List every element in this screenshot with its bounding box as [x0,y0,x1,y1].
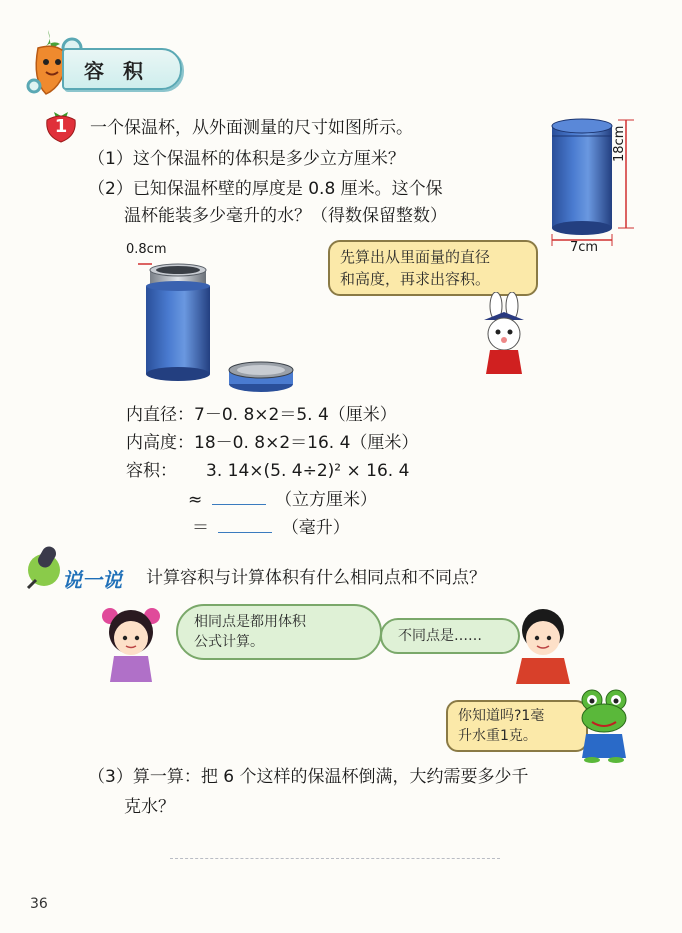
girl-speech-bubble [176,604,382,660]
answer-line[interactable] [170,858,500,859]
boy-character-icon [508,600,578,684]
question-2-line-1: （2）已知保温杯壁的厚度是 0.8 厘米。这个保 [88,179,443,199]
solution-equal-row [192,516,350,539]
equal-unit: （毫升） [281,518,350,538]
outer-cup-figure [540,112,670,257]
cup-body-figure [136,256,216,384]
fact-line-2: 升水重1克。 [458,728,537,744]
question-3-line-2: 克水？ [124,797,175,817]
fact-bubble [446,700,588,752]
equal-sign: ＝ [192,518,209,538]
cup-lid-figure [226,360,296,394]
volume-answer-blank[interactable] [212,488,266,505]
solution-inner-diameter: 内直径：7－0. 8×2＝5. 4（厘米） [126,405,397,425]
solution-volume-expression: 3. 14×(5. 4÷2)² × 16. 4 [206,461,410,481]
frog-character-icon [574,684,634,764]
girl-bubble-line-2: 公式计算。 [194,634,264,650]
cup-height-label: 18cm [612,125,627,162]
question-3-line-1: （3）算一算：把 6 个这样的保温杯倒满，大约需要多少千 [88,767,529,787]
rabbit-mascot-icon [470,292,540,382]
question-2-line-2: 温杯能装多少毫升的水？（得数保留整数） [124,206,447,226]
solution-volume-label: 容积： [126,461,177,481]
wall-thickness-label: 0.8cm [126,242,167,257]
page-number: 36 [30,896,48,912]
cup-diameter-label: 7cm [570,240,599,255]
fact-line-1: 你知道吗?1毫 [458,708,545,724]
girl-bubble-line-1: 相同点是都用体积 [194,614,306,630]
problem-number: 1 [54,116,68,137]
hint-bubble [328,240,538,296]
question-1: （1）这个保温杯的体积是多少立方厘米？ [88,149,405,169]
solution-inner-height: 内高度：18－0. 8×2＝16. 4（厘米） [126,433,419,453]
approx-unit: （立方厘米） [275,490,378,510]
approx-sign: ≈ [188,490,203,510]
hint-line-1: 先算出从里面量的直径 [340,248,491,266]
problem-intro: 一个保温杯，从外面测量的尺寸如图所示。 [90,118,413,138]
discussion-question: 计算容积与计算体积有什么相同点和不同点？ [146,568,486,588]
girl-character-icon [96,598,166,682]
milliliter-answer-blank[interactable] [218,516,272,533]
solution-approx-row [188,488,377,511]
hint-line-2: 和高度，再求出容积。 [340,270,491,288]
section-title: 容 积 [84,59,149,83]
discussion-label: 说一说 [62,568,122,592]
boy-speech-bubble: 不同点是…… [380,618,520,654]
